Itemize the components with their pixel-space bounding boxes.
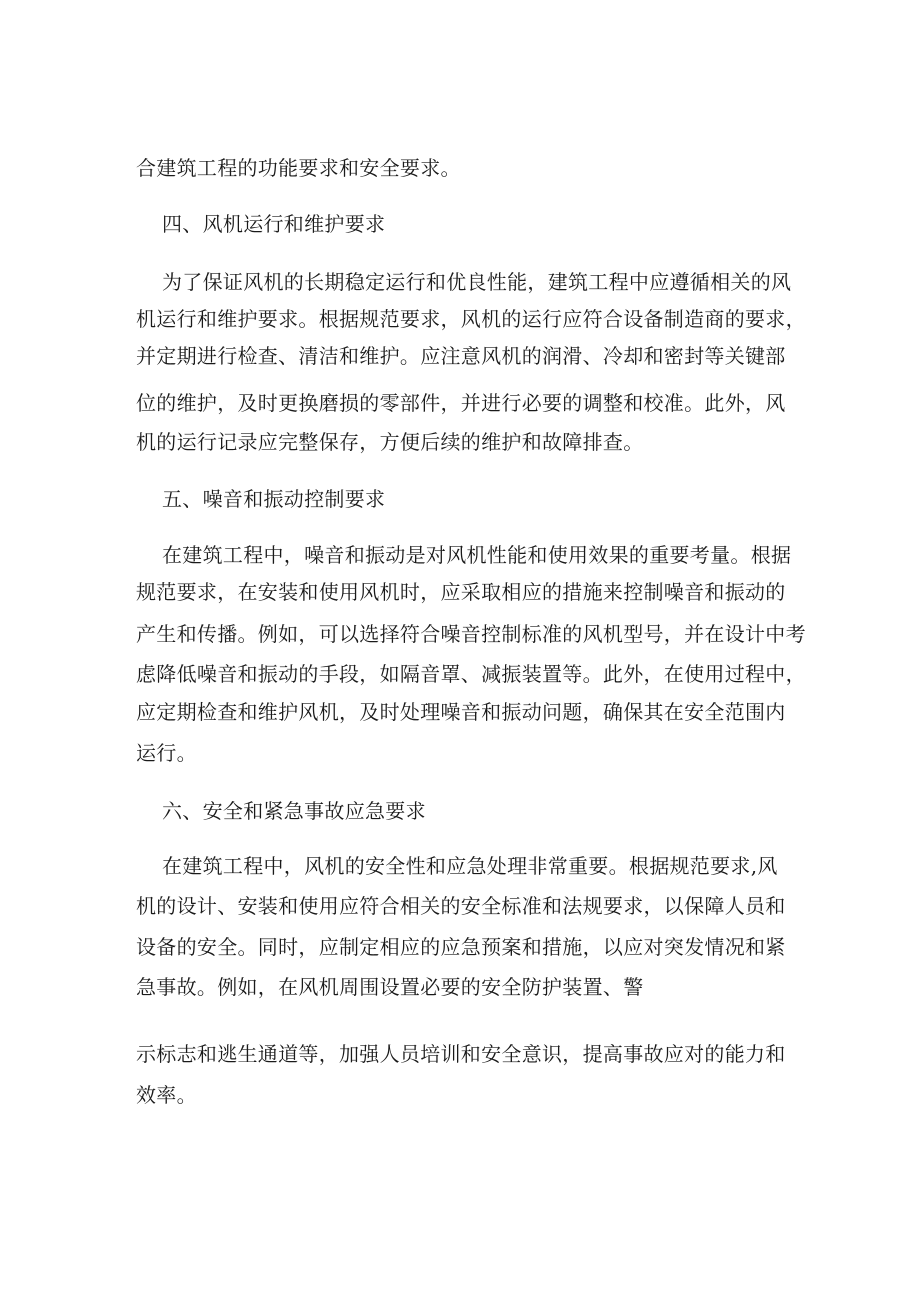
section-4-line-2: 机运行和维护要求。根据规范要求，风机的运行应符合设备制造商的要求， [136, 307, 806, 331]
section-6-line-3: 设备的安全。同时，应制定相应的应急预案和措施，以应对突发情况和紧 [136, 935, 786, 959]
section-4-line-5: 机的运行记录应完整保存，方便后续的维护和故障排查。 [136, 430, 644, 454]
section-6-line-4: 急事故。例如，在风机周围设置必要的安全防护装置、警 [136, 975, 644, 999]
section-5-line-4: 虑降低噪音和振动的手段，如隔音罩、减振装置等。此外，在使用过程中， [136, 662, 806, 686]
section-6-continuation-line-2: 效率。 [136, 1083, 197, 1107]
section-6-heading: 六、安全和紧急事故应急要求 [162, 799, 426, 823]
section-5-line-6: 运行。 [136, 741, 197, 765]
section-4-line-3: 并定期进行检查、清洁和维护。应注意风机的润滑、冷却和密封等关键部 [136, 344, 786, 368]
section-4-heading: 四、风机运行和维护要求 [162, 212, 386, 236]
section-4-line-4: 位的维护，及时更换磨损的零部件，并进行必要的调整和校准。此外，风 [136, 391, 786, 415]
section-5-heading: 五、噪音和振动控制要求 [162, 487, 386, 511]
section-6-line-1: 在建筑工程中，风机的安全性和应急处理非常重要。根据规范要求,风 [162, 854, 778, 878]
intro-tail-line: 合建筑工程的功能要求和安全要求。 [136, 156, 461, 180]
section-6-continuation-line-1: 示标志和逃生通道等，加强人员培训和安全意识，提高事故应对的能力和 [136, 1042, 786, 1066]
section-6-line-2: 机的设计、安装和使用应符合相关的安全标准和法规要求，以保障人员和 [136, 894, 786, 918]
section-5-line-5: 应定期检查和维护风机，及时处理噪音和振动问题，确保其在安全范围内 [136, 700, 786, 724]
section-5-line-1: 在建筑工程中，噪音和振动是对风机性能和使用效果的重要考量。根据 [162, 543, 792, 567]
section-5-line-2: 规范要求，在安装和使用风机时，应采取相应的措施来控制噪音和振动的 [136, 580, 786, 604]
section-4-line-1: 为了保证风机的长期稳定运行和优良性能，建筑工程中应遵循相关的风 [162, 270, 792, 294]
section-5-line-3: 产生和传播。例如，可以选择符合噪音控制标准的风机型号，并在设计中考 [136, 622, 806, 646]
